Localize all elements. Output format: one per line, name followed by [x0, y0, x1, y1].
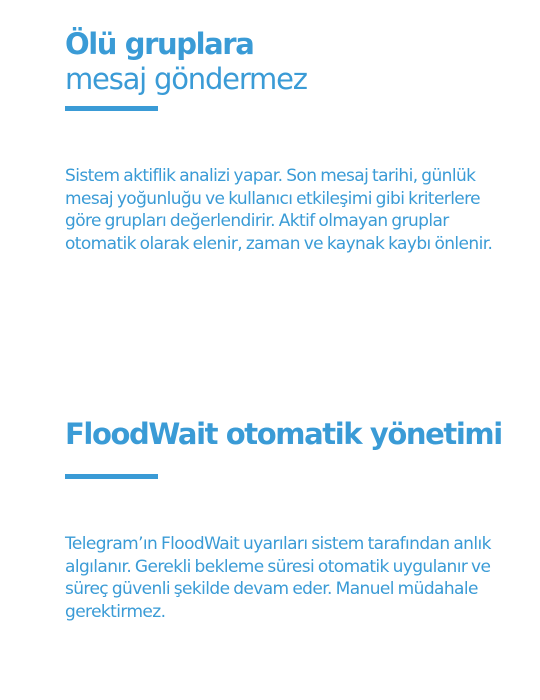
section-heading [65, 416, 505, 452]
section-description: Telegram’ın FloodWait uyarıları sistem tarafından anlık algılanır. Gerekli bekleme süresi otomatik uygulanır ve süreç güvenli şekilde devam eder. Manuel müdahale gerektirmez. [65, 534, 491, 622]
section-title-bold: FloodWait otomatik yönetimi [65, 417, 502, 451]
accent-divider [65, 474, 158, 479]
section-heading [65, 26, 505, 96]
section-description: Sistem aktiflik analizi yapar. Son mesaj tarihi, günlük mesaj yoğunluğu ve kullanıcı etkileşimi gibi kriterlere göre grupları değerlendirir. Aktif olmayan gruplar otomatik olarak elenir, zaman ve kaynak kaybı önlenir. [65, 166, 493, 254]
feature-section-floodwait [65, 416, 505, 623]
section-title-light: mesaj göndermez [65, 62, 307, 96]
feature-section-dead-groups [65, 26, 505, 255]
section-title-bold: Ölü gruplara [65, 27, 254, 61]
accent-divider [65, 106, 158, 111]
